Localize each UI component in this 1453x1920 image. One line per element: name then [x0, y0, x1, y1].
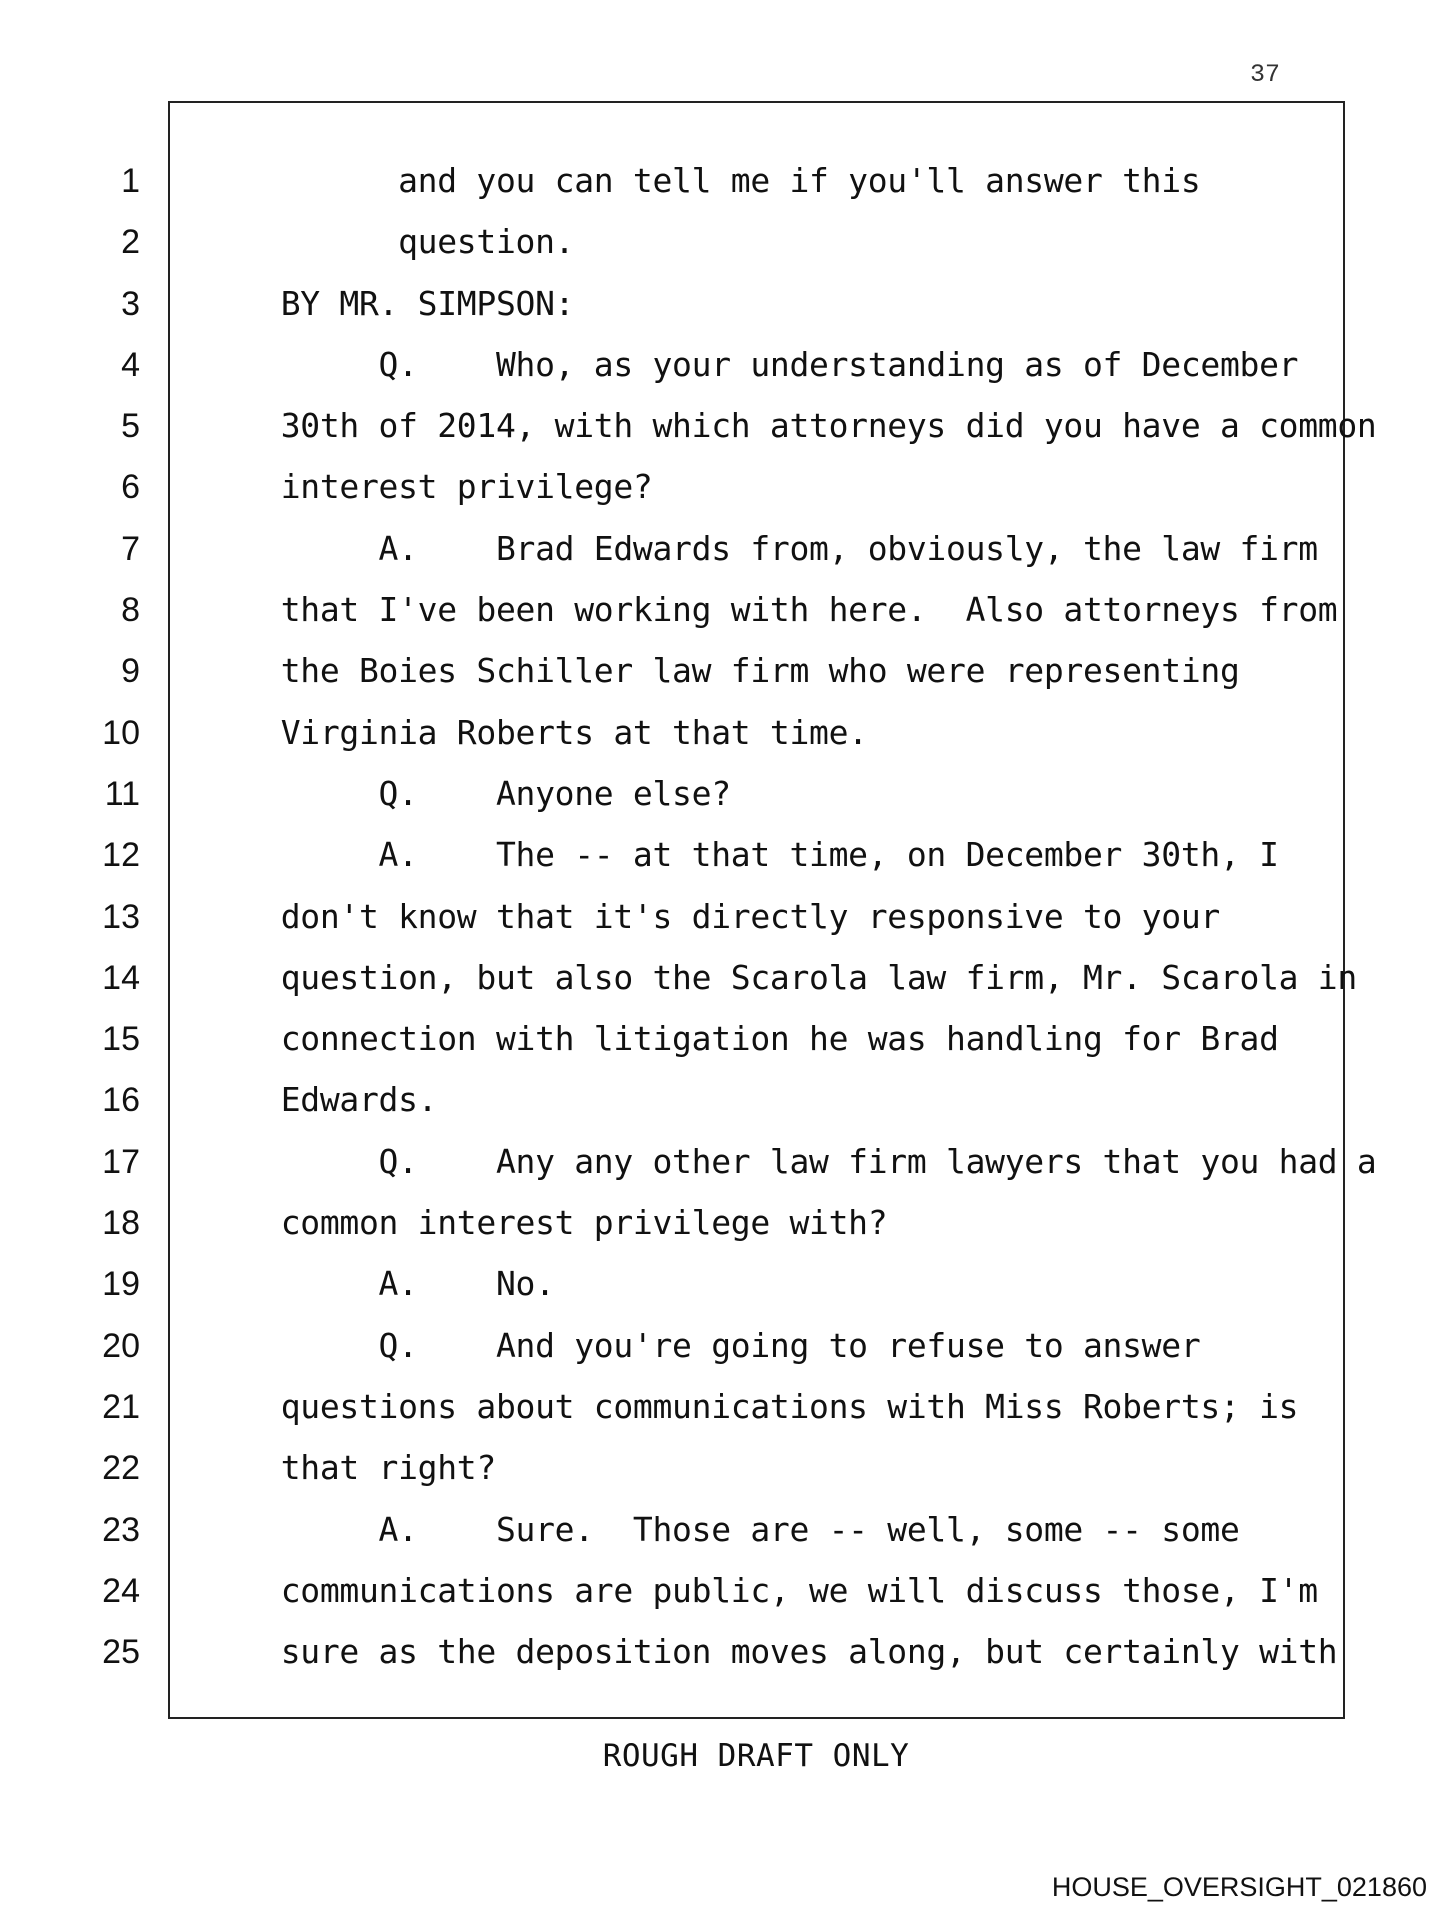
line-number: 13	[102, 897, 140, 936]
line-number: 6	[121, 468, 140, 507]
transcript-line: BY MR. SIMPSON:	[222, 283, 575, 323]
line-number: 22	[102, 1449, 140, 1488]
line-number: 20	[102, 1326, 140, 1365]
transcript-line: Q. Any any other law firm lawyers that you had a	[222, 1141, 1377, 1181]
line-number: 21	[102, 1387, 140, 1426]
transcript-line: the Boies Schiller law firm who were representing	[222, 651, 1240, 691]
line-number: 7	[121, 529, 140, 568]
transcript-line: that right?	[222, 1448, 496, 1488]
transcript-line: Q. And you're going to refuse to answer	[222, 1325, 1201, 1365]
transcript-line: Q. Who, as your understanding as of December	[222, 344, 1299, 384]
transcript-line: common interest privilege with?	[222, 1203, 888, 1243]
line-number: 10	[102, 713, 140, 752]
line-number: 18	[102, 1204, 140, 1243]
line-number-column	[60, 162, 140, 1694]
transcript-line: 30th of 2014, with which attorneys did you have a common	[222, 406, 1377, 446]
rough-draft-footer: ROUGH DRAFT ONLY	[602, 1738, 910, 1774]
transcript-line: question, but also the Scarola law firm, Mr. Scarola in	[222, 957, 1357, 997]
transcript-line: communications are public, we will discuss those, I'm	[222, 1570, 1318, 1610]
line-number: 14	[102, 958, 140, 997]
transcript-text	[222, 161, 1377, 1694]
transcript-line: A. Brad Edwards from, obviously, the law firm	[222, 528, 1318, 568]
line-number: 5	[121, 407, 140, 446]
line-number: 2	[121, 223, 140, 262]
page-number: 37	[1249, 60, 1280, 89]
line-number: 8	[121, 591, 140, 630]
line-number: 9	[121, 652, 140, 691]
line-number: 1	[121, 162, 140, 200]
transcript-line: interest privilege?	[222, 467, 653, 507]
bates-number: HOUSE_OVERSIGHT_021860	[1051, 1872, 1427, 1902]
transcript-line: A. Sure. Those are -- well, some -- some	[222, 1509, 1240, 1549]
transcript-line: Virginia Roberts at that time.	[222, 712, 868, 752]
transcript-line: don't know that it's directly responsive to your	[222, 896, 1220, 936]
transcript-line: sure as the deposition moves along, but certainly with	[222, 1632, 1338, 1672]
line-number: 4	[121, 345, 140, 384]
transcript-line: questions about communications with Miss Roberts; is	[222, 1386, 1299, 1426]
transcript-line: and you can tell me if you'll answer this	[222, 161, 1201, 200]
transcript-line: connection with litigation he was handling for Brad	[222, 1019, 1279, 1059]
transcript-line: A. No.	[222, 1264, 555, 1304]
line-number: 25	[102, 1633, 140, 1672]
line-number: 15	[102, 1020, 140, 1059]
transcript-line: Edwards.	[222, 1080, 438, 1120]
line-number: 24	[102, 1571, 140, 1610]
line-number: 16	[102, 1081, 140, 1120]
transcript-line: question.	[222, 222, 575, 262]
line-number: 3	[121, 284, 140, 323]
line-number: 23	[102, 1510, 140, 1549]
line-number: 11	[104, 774, 140, 813]
transcript-line: Q. Anyone else?	[222, 773, 731, 813]
transcript-line: that I've been working with here. Also attorneys from	[222, 590, 1338, 630]
line-number: 12	[102, 836, 140, 875]
transcript-line: A. The -- at that time, on December 30th, I	[222, 835, 1279, 875]
line-number: 17	[102, 1142, 140, 1181]
line-number: 19	[102, 1265, 140, 1304]
